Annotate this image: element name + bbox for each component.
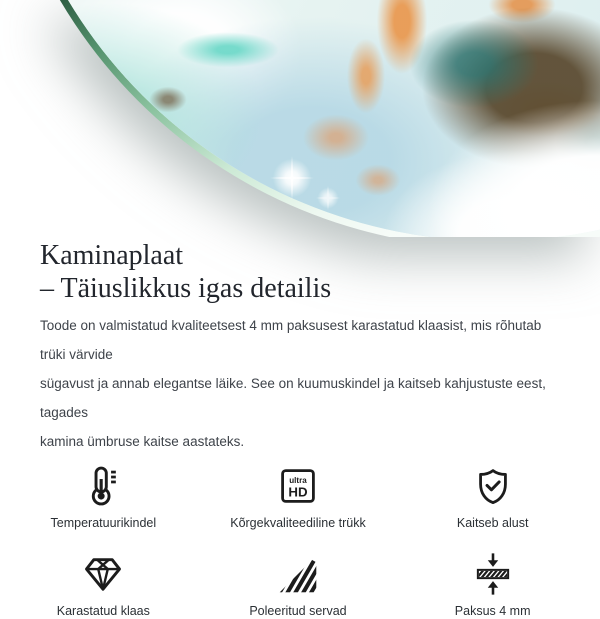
ultra-hd-icon (277, 463, 319, 509)
product-photo (0, 0, 600, 237)
glass-plate (0, 0, 600, 237)
feature-protects-base (395, 463, 590, 531)
feature-print-quality (201, 463, 396, 531)
product-description (40, 311, 560, 456)
thermometer-icon (81, 463, 125, 509)
description-line: kamina ümbruse kaitse aastateks. (40, 434, 245, 449)
description-line: sügavust ja annab elegantse läike. See on kuumuskindel ja kaitseb kahjustuste eest, tagades (40, 376, 546, 420)
description-line: Toode on valmistatud kvaliteetsest 4 mm paksusest karastatud klaasist, mis rõhutab trüki värvide (40, 318, 542, 362)
feature-tempered-glass (6, 551, 201, 619)
shield-check-icon (472, 463, 514, 509)
page-title-line-1: Kaminaplaat (40, 240, 184, 271)
feature-label: Poleeritud servad (249, 604, 347, 618)
feature-polished-edges (201, 551, 396, 619)
diamond-icon (81, 551, 125, 597)
feature-thickness (395, 551, 590, 619)
svg-text:ultra: ultra (289, 475, 307, 485)
polished-edges-icon (277, 551, 319, 597)
svg-text:HD: HD (288, 484, 308, 500)
feature-label: Paksus 4 mm (454, 604, 531, 618)
feature-grid (0, 463, 600, 619)
page-title-line-2: – Täiuslikkus igas detailis (40, 273, 332, 304)
feature-label: Kaitseb alust (456, 516, 529, 530)
page-title (40, 239, 560, 305)
feature-label: Karastatud klaas (56, 604, 150, 618)
feature-temperature (6, 463, 201, 531)
feature-label: Temperatuurikindel (50, 516, 157, 530)
thickness-icon (471, 551, 515, 597)
feature-label: Kõrgekvaliteediline trükk (230, 516, 366, 530)
